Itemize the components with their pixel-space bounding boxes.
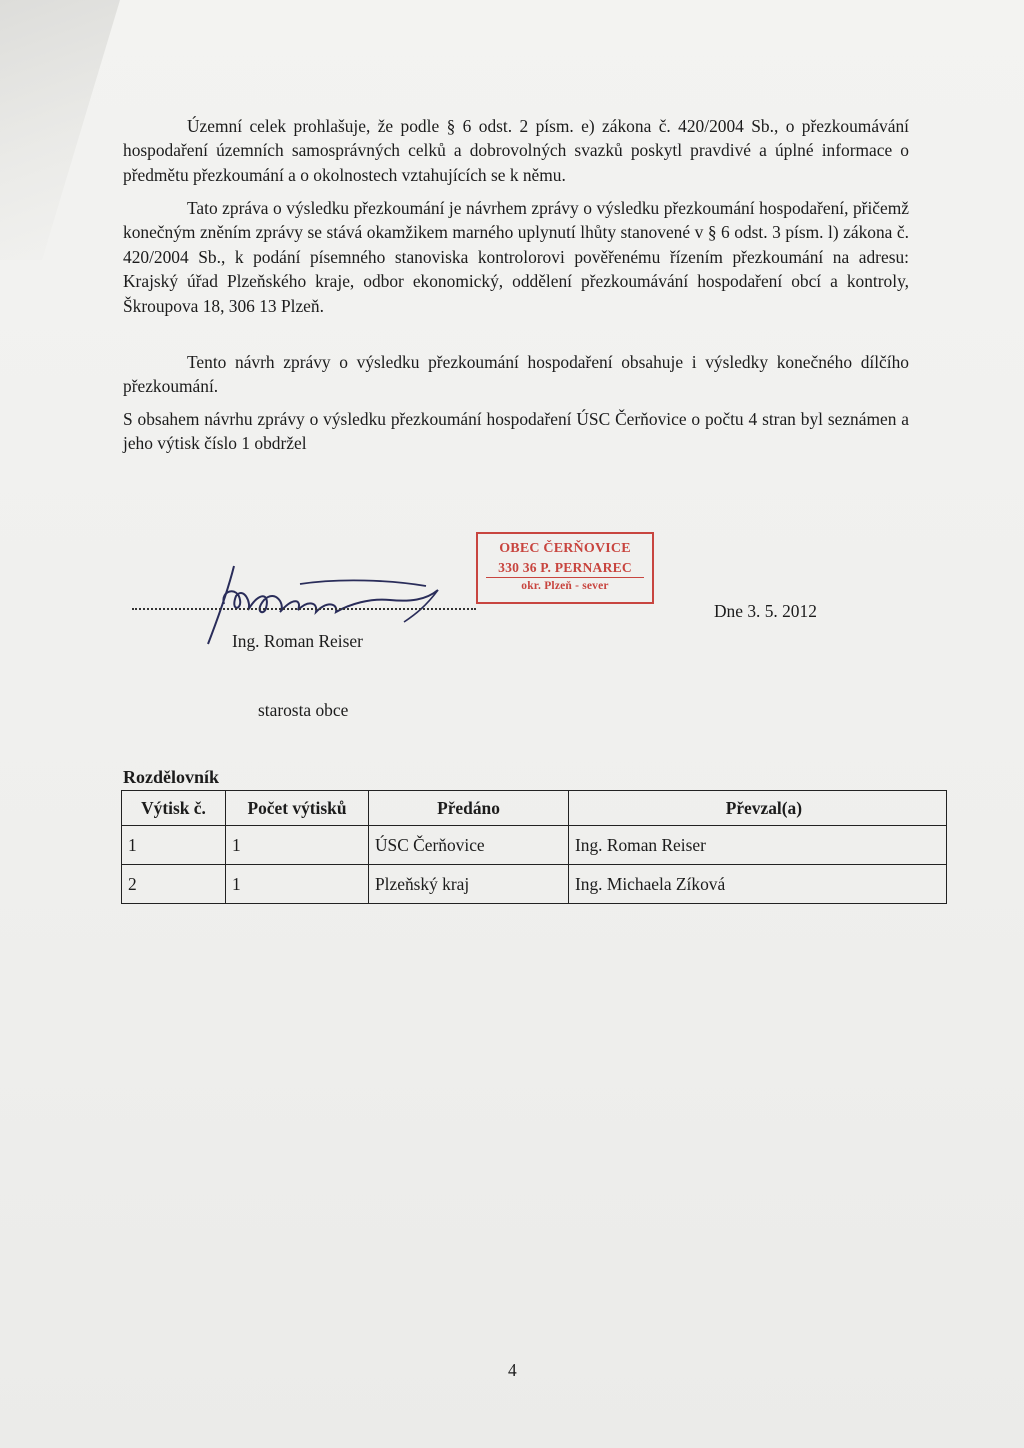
cell-copy-count: 1 [226,826,369,865]
stamp-line-1: OBEC ČERŇOVICE [499,541,631,556]
cell-received-by: Ing. Roman Reiser [569,826,947,865]
paragraph-declaration: Územní celek prohlašuje, že podle § 6 odst. 2 písm. e) zákona č. 420/2004 Sb., o přezkoumávání hospodaření územních samosprávných celků a dobrovolných svazků poskytl pravdivé a úplné informace o předmětu přezkoumání a o okolnostech vztahujících se k němu. [123,116,909,185]
cell-copy-number: 2 [122,865,226,904]
scan-fold-corner [0,0,120,260]
cell-handed-to: ÚSC Čerňovice [369,826,569,865]
paragraph-partial-review: Tento návrh zprávy o výsledku přezkoumání hospodaření obsahuje i výsledky konečného dílčího přezkoumání. [123,352,909,397]
distribution-title: Rozdělovník [123,767,220,787]
signatory-role: starosta obce [258,700,349,720]
cell-handed-to: Plzeňský kraj [369,865,569,904]
header-copy-number: Výtisk č. [122,791,226,826]
signature-date: Dne 3. 5. 2012 [714,601,817,621]
table-row [122,865,947,904]
cell-copy-count: 1 [226,865,369,904]
table-header-row [122,791,947,826]
cell-copy-number: 1 [122,826,226,865]
header-copy-count: Počet výtisků [226,791,369,826]
table-row [122,826,947,865]
signature-line [132,598,476,610]
paragraph-acknowledgement: S obsahem návrhu zprávy o výsledku přezkoumání hospodaření ÚSC Čerňovice o počtu 4 stran byl seznámen a jeho výtisk číslo 1 obdržel [123,409,909,454]
distribution-table [121,790,947,904]
signatory-name: Ing. Roman Reiser [232,631,363,651]
page-number: 4 [508,1360,517,1380]
municipal-stamp [476,532,654,604]
stamp-line-3: okr. Plzeň - sever [486,577,644,594]
cell-received-by: Ing. Michaela Zíková [569,865,947,904]
header-received-by: Převzal(a) [569,791,947,826]
header-handed-to: Předáno [369,791,569,826]
paragraph-report-draft: Tato zpráva o výsledku přezkoumání je návrhem zprávy o výsledku přezkoumání hospodaření, přičemž konečným zněním zprávy se stává okamžikem marného uplynutí lhůty stanovené v § 6 odst. 3 písm. l) zákona č. 420/2004 Sb., k podání písemného stanoviska kontrolorovi pověřenému řízením přezkoumání na adresu: Krajský úřad Plzeňského kraje, odbor ekonomický, oddělení přezkoumávání hospodaření obcí a kontroly, Škroupova 18, 306 13 Plzeň. [123,198,909,316]
stamp-line-2: 330 36 P. PERNAREC [498,560,632,575]
